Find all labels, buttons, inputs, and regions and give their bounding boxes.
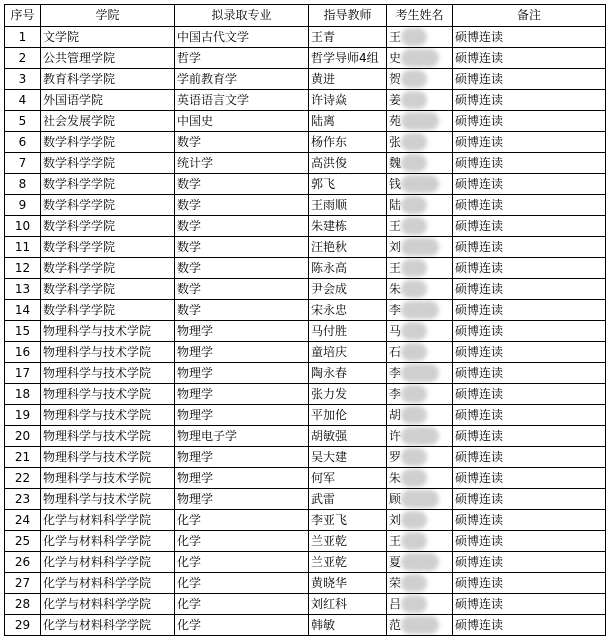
student-name-cell	[387, 405, 453, 426]
major-cell: 数学	[175, 174, 309, 195]
table-row	[5, 447, 606, 468]
table-row	[5, 531, 606, 552]
college-cell: 数学科学学院	[41, 258, 175, 279]
college-cell: 物理科学与技术学院	[41, 426, 175, 447]
student-name-cell	[387, 27, 453, 48]
student-surname: 魏	[389, 156, 402, 170]
advisor-cell: 尹会成	[309, 279, 387, 300]
advisor-cell: 哲学导师4组	[309, 48, 387, 69]
row-number: 26	[5, 552, 41, 573]
student-name-cell	[387, 573, 453, 594]
header-student: 考生姓名	[387, 5, 453, 27]
student-surname: 许	[389, 429, 402, 443]
row-number: 9	[5, 195, 41, 216]
table-row	[5, 321, 606, 342]
note-cell: 硕博连读	[453, 405, 606, 426]
major-cell: 统计学	[175, 153, 309, 174]
note-cell: 硕博连读	[453, 447, 606, 468]
student-surname: 荣	[389, 576, 402, 590]
advisor-cell: 宋永忠	[309, 300, 387, 321]
admission-table	[4, 4, 606, 636]
redaction-mask	[401, 532, 427, 550]
note-cell: 硕博连读	[453, 594, 606, 615]
redaction-mask	[401, 385, 427, 403]
student-name-cell	[387, 447, 453, 468]
redaction-mask	[401, 574, 427, 592]
table-row	[5, 216, 606, 237]
student-surname: 顾	[389, 492, 402, 506]
table-row	[5, 510, 606, 531]
redaction-mask	[401, 280, 427, 298]
note-cell: 硕博连读	[453, 342, 606, 363]
student-surname: 李	[389, 387, 402, 401]
note-cell: 硕博连读	[453, 552, 606, 573]
college-cell: 数学科学学院	[41, 300, 175, 321]
row-number: 24	[5, 510, 41, 531]
redaction-mask	[401, 49, 439, 67]
major-cell: 化学	[175, 573, 309, 594]
student-surname: 范	[389, 618, 402, 632]
note-cell: 硕博连读	[453, 279, 606, 300]
redaction-mask	[401, 343, 427, 361]
student-name-cell	[387, 363, 453, 384]
major-cell: 中国古代文学	[175, 27, 309, 48]
table-row	[5, 153, 606, 174]
note-cell: 硕博连读	[453, 468, 606, 489]
redaction-mask	[401, 406, 427, 424]
major-cell: 物理电子学	[175, 426, 309, 447]
redaction-mask	[401, 616, 439, 634]
table-row	[5, 615, 606, 636]
redaction-mask	[401, 28, 427, 46]
student-surname: 李	[389, 303, 402, 317]
major-cell: 数学	[175, 258, 309, 279]
header-advisor: 指导教师	[309, 5, 387, 27]
student-name-cell	[387, 468, 453, 489]
note-cell: 硕博连读	[453, 510, 606, 531]
student-surname: 贺	[389, 72, 402, 86]
student-name-cell	[387, 90, 453, 111]
row-number: 5	[5, 111, 41, 132]
row-number: 15	[5, 321, 41, 342]
table-row	[5, 384, 606, 405]
student-surname: 钱	[389, 177, 402, 191]
major-cell: 数学	[175, 279, 309, 300]
table-row	[5, 132, 606, 153]
student-name-cell	[387, 153, 453, 174]
student-name-cell	[387, 174, 453, 195]
advisor-cell: 黄晓华	[309, 573, 387, 594]
note-cell: 硕博连读	[453, 69, 606, 90]
row-number: 22	[5, 468, 41, 489]
college-cell: 物理科学与技术学院	[41, 468, 175, 489]
row-number: 2	[5, 48, 41, 69]
college-cell: 数学科学学院	[41, 216, 175, 237]
row-number: 23	[5, 489, 41, 510]
note-cell: 硕博连读	[453, 489, 606, 510]
college-cell: 数学科学学院	[41, 132, 175, 153]
note-cell: 硕博连读	[453, 195, 606, 216]
student-name-cell	[387, 531, 453, 552]
college-cell: 数学科学学院	[41, 195, 175, 216]
student-name-cell	[387, 510, 453, 531]
row-number: 3	[5, 69, 41, 90]
major-cell: 物理学	[175, 363, 309, 384]
note-cell: 硕博连读	[453, 573, 606, 594]
redaction-mask	[401, 553, 439, 571]
table-row	[5, 468, 606, 489]
college-cell: 文学院	[41, 27, 175, 48]
advisor-cell: 胡敏强	[309, 426, 387, 447]
redaction-mask	[401, 154, 427, 172]
college-cell: 化学与材料科学学院	[41, 573, 175, 594]
row-number: 10	[5, 216, 41, 237]
note-cell: 硕博连读	[453, 531, 606, 552]
college-cell: 外国语学院	[41, 90, 175, 111]
college-cell: 化学与材料科学学院	[41, 615, 175, 636]
row-number: 14	[5, 300, 41, 321]
major-cell: 数学	[175, 132, 309, 153]
college-cell: 数学科学学院	[41, 237, 175, 258]
major-cell: 化学	[175, 510, 309, 531]
student-surname: 张	[389, 135, 402, 149]
header-no: 序号	[5, 5, 41, 27]
advisor-cell: 高洪俊	[309, 153, 387, 174]
advisor-cell: 汪艳秋	[309, 237, 387, 258]
note-cell: 硕博连读	[453, 48, 606, 69]
student-surname: 石	[389, 345, 402, 359]
major-cell: 数学	[175, 195, 309, 216]
row-number: 12	[5, 258, 41, 279]
advisor-cell: 韩敏	[309, 615, 387, 636]
redaction-mask	[401, 196, 427, 214]
advisor-cell: 马付胜	[309, 321, 387, 342]
major-cell: 数学	[175, 237, 309, 258]
advisor-cell: 杨作东	[309, 132, 387, 153]
table-row	[5, 300, 606, 321]
header-major: 拟录取专业	[175, 5, 309, 27]
table-row	[5, 111, 606, 132]
advisor-cell: 陶永春	[309, 363, 387, 384]
student-name-cell	[387, 342, 453, 363]
college-cell: 数学科学学院	[41, 174, 175, 195]
redaction-mask	[401, 133, 427, 151]
major-cell: 数学	[175, 216, 309, 237]
student-name-cell	[387, 237, 453, 258]
redaction-mask	[401, 112, 439, 130]
redaction-mask	[401, 259, 427, 277]
advisor-cell: 王青	[309, 27, 387, 48]
row-number: 29	[5, 615, 41, 636]
row-number: 13	[5, 279, 41, 300]
note-cell: 硕博连读	[453, 615, 606, 636]
major-cell: 哲学	[175, 48, 309, 69]
table-row	[5, 174, 606, 195]
student-surname: 苑	[389, 114, 402, 128]
college-cell: 公共管理学院	[41, 48, 175, 69]
college-cell: 物理科学与技术学院	[41, 363, 175, 384]
redaction-mask	[401, 448, 427, 466]
major-cell: 化学	[175, 615, 309, 636]
redaction-mask	[401, 322, 427, 340]
advisor-cell: 吴大建	[309, 447, 387, 468]
major-cell: 物理学	[175, 447, 309, 468]
advisor-cell: 兰亚乾	[309, 531, 387, 552]
student-name-cell	[387, 594, 453, 615]
note-cell: 硕博连读	[453, 27, 606, 48]
advisor-cell: 陈永高	[309, 258, 387, 279]
student-surname: 姜	[389, 93, 402, 107]
row-number: 1	[5, 27, 41, 48]
student-name-cell	[387, 384, 453, 405]
advisor-cell: 武雷	[309, 489, 387, 510]
table-row	[5, 237, 606, 258]
table-row	[5, 279, 606, 300]
table-row	[5, 426, 606, 447]
redaction-mask	[401, 595, 427, 613]
major-cell: 物理学	[175, 468, 309, 489]
note-cell: 硕博连读	[453, 384, 606, 405]
student-name-cell	[387, 552, 453, 573]
major-cell: 学前教育学	[175, 69, 309, 90]
major-cell: 化学	[175, 594, 309, 615]
note-cell: 硕博连读	[453, 90, 606, 111]
major-cell: 物理学	[175, 342, 309, 363]
row-number: 8	[5, 174, 41, 195]
table-row	[5, 27, 606, 48]
row-number: 25	[5, 531, 41, 552]
student-name-cell	[387, 426, 453, 447]
student-name-cell	[387, 216, 453, 237]
note-cell: 硕博连读	[453, 321, 606, 342]
student-name-cell	[387, 258, 453, 279]
student-name-cell	[387, 279, 453, 300]
student-surname: 夏	[389, 555, 402, 569]
major-cell: 物理学	[175, 321, 309, 342]
row-number: 17	[5, 363, 41, 384]
student-name-cell	[387, 132, 453, 153]
college-cell: 社会发展学院	[41, 111, 175, 132]
advisor-cell: 张力发	[309, 384, 387, 405]
major-cell: 数学	[175, 300, 309, 321]
redaction-mask	[401, 364, 439, 382]
advisor-cell: 李亚飞	[309, 510, 387, 531]
student-surname: 朱	[389, 282, 402, 296]
college-cell: 物理科学与技术学院	[41, 384, 175, 405]
admission-table-sheet	[4, 4, 606, 636]
table-row	[5, 489, 606, 510]
student-surname: 胡	[389, 408, 402, 422]
row-number: 16	[5, 342, 41, 363]
student-surname: 马	[389, 324, 402, 338]
college-cell: 数学科学学院	[41, 153, 175, 174]
row-number: 7	[5, 153, 41, 174]
student-surname: 刘	[389, 240, 402, 254]
student-name-cell	[387, 111, 453, 132]
advisor-cell: 黄进	[309, 69, 387, 90]
student-name-cell	[387, 48, 453, 69]
major-cell: 物理学	[175, 384, 309, 405]
table-row	[5, 90, 606, 111]
college-cell: 教育科学学院	[41, 69, 175, 90]
row-number: 21	[5, 447, 41, 468]
row-number: 4	[5, 90, 41, 111]
redaction-mask	[401, 175, 439, 193]
major-cell: 物理学	[175, 489, 309, 510]
note-cell: 硕博连读	[453, 216, 606, 237]
college-cell: 物理科学与技术学院	[41, 342, 175, 363]
student-surname: 王	[389, 219, 402, 233]
note-cell: 硕博连读	[453, 174, 606, 195]
college-cell: 化学与材料科学学院	[41, 594, 175, 615]
redaction-mask	[401, 301, 439, 319]
student-name-cell	[387, 321, 453, 342]
college-cell: 物理科学与技术学院	[41, 489, 175, 510]
student-surname: 罗	[389, 450, 402, 464]
advisor-cell: 兰亚乾	[309, 552, 387, 573]
student-surname: 史	[389, 51, 402, 65]
advisor-cell: 童培庆	[309, 342, 387, 363]
major-cell: 化学	[175, 552, 309, 573]
college-cell: 物理科学与技术学院	[41, 405, 175, 426]
row-number: 6	[5, 132, 41, 153]
advisor-cell: 王雨顺	[309, 195, 387, 216]
advisor-cell: 刘红科	[309, 594, 387, 615]
student-name-cell	[387, 300, 453, 321]
table-row	[5, 363, 606, 384]
table-row	[5, 48, 606, 69]
student-surname: 吕	[389, 597, 402, 611]
college-cell: 化学与材料科学学院	[41, 531, 175, 552]
college-cell: 化学与材料科学学院	[41, 510, 175, 531]
redaction-mask	[401, 70, 427, 88]
table-row	[5, 258, 606, 279]
note-cell: 硕博连读	[453, 237, 606, 258]
table-body	[5, 27, 606, 636]
student-surname: 王	[389, 261, 402, 275]
row-number: 18	[5, 384, 41, 405]
student-surname: 李	[389, 366, 402, 380]
note-cell: 硕博连读	[453, 363, 606, 384]
advisor-cell: 朱建栋	[309, 216, 387, 237]
advisor-cell: 平加伦	[309, 405, 387, 426]
student-name-cell	[387, 195, 453, 216]
row-number: 11	[5, 237, 41, 258]
note-cell: 硕博连读	[453, 111, 606, 132]
major-cell: 化学	[175, 531, 309, 552]
student-surname: 陆	[389, 198, 402, 212]
major-cell: 英语语言文学	[175, 90, 309, 111]
table-row	[5, 573, 606, 594]
advisor-cell: 陆离	[309, 111, 387, 132]
note-cell: 硕博连读	[453, 132, 606, 153]
student-name-cell	[387, 615, 453, 636]
note-cell: 硕博连读	[453, 258, 606, 279]
note-cell: 硕博连读	[453, 153, 606, 174]
student-surname: 刘	[389, 513, 402, 527]
row-number: 19	[5, 405, 41, 426]
advisor-cell: 许诗焱	[309, 90, 387, 111]
redaction-mask	[401, 490, 439, 508]
student-surname: 朱	[389, 471, 402, 485]
college-cell: 化学与材料科学学院	[41, 552, 175, 573]
table-row	[5, 405, 606, 426]
redaction-mask	[401, 511, 427, 529]
student-name-cell	[387, 489, 453, 510]
table-row	[5, 594, 606, 615]
college-cell: 物理科学与技术学院	[41, 447, 175, 468]
student-name-cell	[387, 69, 453, 90]
advisor-cell: 郭飞	[309, 174, 387, 195]
redaction-mask	[401, 91, 427, 109]
redaction-mask	[401, 469, 427, 487]
major-cell: 中国史	[175, 111, 309, 132]
table-row	[5, 195, 606, 216]
row-number: 27	[5, 573, 41, 594]
header-row	[5, 5, 606, 27]
note-cell: 硕博连读	[453, 300, 606, 321]
college-cell: 物理科学与技术学院	[41, 321, 175, 342]
table-row	[5, 552, 606, 573]
row-number: 28	[5, 594, 41, 615]
row-number: 20	[5, 426, 41, 447]
student-surname: 王	[389, 30, 402, 44]
student-surname: 王	[389, 534, 402, 548]
header-college: 学院	[41, 5, 175, 27]
redaction-mask	[401, 238, 439, 256]
table-row	[5, 342, 606, 363]
table-row	[5, 69, 606, 90]
redaction-mask	[401, 427, 439, 445]
advisor-cell: 何军	[309, 468, 387, 489]
note-cell: 硕博连读	[453, 426, 606, 447]
major-cell: 物理学	[175, 405, 309, 426]
redaction-mask	[401, 217, 427, 235]
header-note: 备注	[453, 5, 606, 27]
college-cell: 数学科学学院	[41, 279, 175, 300]
